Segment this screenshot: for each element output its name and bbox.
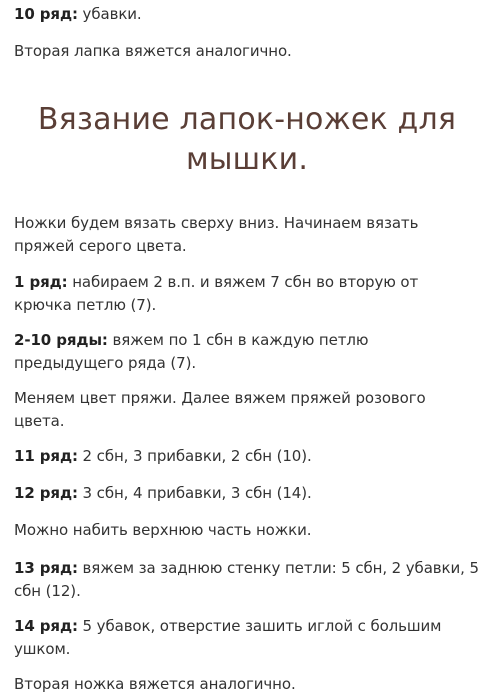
row-10-instruction bbox=[14, 3, 480, 26]
row-label: 13 ряд: bbox=[14, 559, 78, 577]
row-text: вяжем по 1 сбн в каждую петлю предыдущего ряда (7). bbox=[14, 331, 369, 372]
row-text: 2 сбн, 3 прибавки, 2 сбн (10). bbox=[77, 447, 312, 465]
row-11-instruction bbox=[14, 445, 480, 468]
paragraph-text: Ножки будем вязать сверху вниз. Начинаем вязать пряжей серого цвета. bbox=[14, 214, 419, 255]
row-14-instruction bbox=[14, 615, 480, 661]
row-text: убавки. bbox=[77, 5, 142, 23]
row-label: 11 ряд: bbox=[14, 447, 78, 465]
second-paw-note bbox=[14, 40, 480, 63]
row-label: 12 ряд: bbox=[14, 484, 78, 502]
stuffing-note bbox=[14, 519, 480, 542]
paragraph-text: Вторая ножка вяжется аналогично. bbox=[14, 675, 296, 693]
intro-paragraph bbox=[14, 212, 480, 258]
row-1-instruction bbox=[14, 271, 480, 317]
row-label: 2-10 ряды: bbox=[14, 331, 108, 349]
row-text: 3 сбн, 4 прибавки, 3 сбн (14). bbox=[77, 484, 312, 502]
paragraph-text: Меняем цвет пряжи. Далее вяжем пряжей розового цвета. bbox=[14, 389, 426, 430]
row-13-instruction bbox=[14, 557, 480, 603]
second-leg-note bbox=[14, 673, 480, 696]
color-change-note bbox=[14, 387, 480, 433]
paragraph-text: Можно набить верхнюю часть ножки. bbox=[14, 521, 312, 539]
row-12-instruction bbox=[14, 482, 480, 505]
row-label: 10 ряд: bbox=[14, 5, 78, 23]
row-label: 1 ряд: bbox=[14, 273, 68, 291]
row-text: 5 убавок, отверстие зашить иглой с большим ушком. bbox=[14, 617, 442, 658]
row-text: вяжем за заднюю стенку петли: 5 сбн, 2 убавки, 5 сбн (12). bbox=[14, 559, 479, 600]
row-label: 14 ряд: bbox=[14, 617, 78, 635]
rows-2-10-instruction bbox=[14, 329, 480, 375]
section-heading: Вязание лапок-ножек для мышки. bbox=[37, 102, 457, 177]
row-text: набираем 2 в.п. и вяжем 7 сбн во вторую от крючка петлю (7). bbox=[14, 273, 419, 314]
paragraph-text: Вторая лапка вяжется аналогично. bbox=[14, 42, 292, 60]
